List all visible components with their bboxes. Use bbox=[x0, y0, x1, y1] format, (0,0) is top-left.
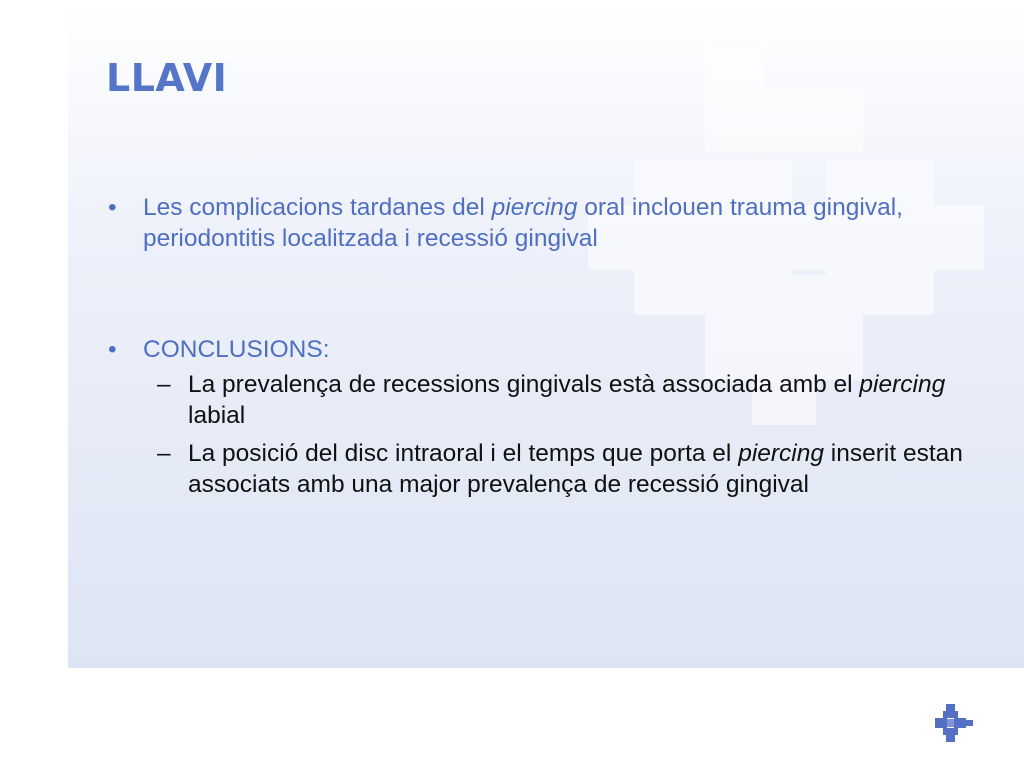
subitem-text: La prevalença de recessions gingivals està associada amb el piercing labial bbox=[188, 371, 946, 429]
subitem-prevalence bbox=[106, 369, 966, 431]
cross-pattern-logo-icon bbox=[932, 702, 976, 744]
bullet-marker: • bbox=[108, 336, 117, 363]
bullet-conclusions bbox=[106, 334, 966, 365]
subitem-text: La posició del disc intraoral i el temps que porta el piercing inserit estan associats amb una major prevalença de recessió gingival bbox=[188, 440, 963, 498]
bullet-text: Les complicacions tardanes del piercing oral inclouen trauma gingival, periodontitis localitzada i recessió gingival bbox=[143, 194, 903, 252]
bullet-text: CONCLUSIONS: bbox=[143, 336, 330, 363]
slide-content bbox=[106, 192, 966, 500]
subitem-disc-position bbox=[106, 438, 966, 500]
subitem-marker: – bbox=[157, 371, 171, 398]
subitem-marker: – bbox=[157, 440, 171, 467]
slide-title: LLAVI bbox=[106, 56, 228, 100]
bullet-marker: • bbox=[108, 194, 117, 221]
bullet-complications bbox=[106, 192, 966, 254]
